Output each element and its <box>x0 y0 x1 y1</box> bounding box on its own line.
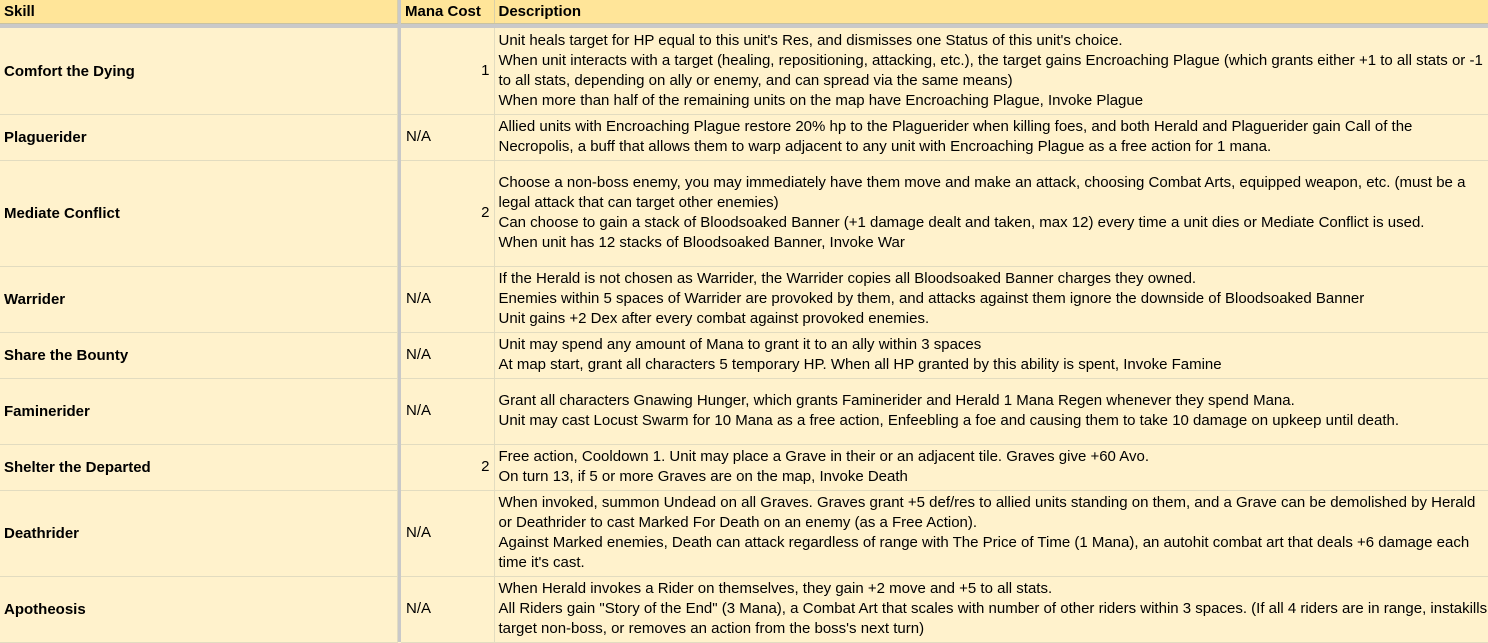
description-line: When more than half of the remaining units on the map have Encroaching Plague, Invoke Plague <box>499 91 1488 111</box>
description-line: Unit may cast Locust Swarm for 10 Mana as a free action, Enfeebling a foe and causing them to take 10 damage on upkeep until death. <box>499 411 1488 431</box>
description-line: Grant all characters Gnawing Hunger, which grants Faminerider and Herald 1 Mana Regen whenever they spend Mana. <box>499 391 1488 411</box>
table-row <box>0 490 1488 576</box>
description-line: Unit heals target for HP equal to this unit's Res, and dismisses one Status of this unit's choice. <box>499 31 1488 51</box>
skill-name-cell[interactable]: Share the Bounty <box>0 332 397 378</box>
description-line: When unit interacts with a target (healing, repositioning, attacking, etc.), the target gains Encroaching Plague (which grants either +1 to all stats or -1 to all stats, depending on ally or enemy, and can spread via the same means) <box>499 51 1488 91</box>
header-skill[interactable]: Skill <box>0 0 397 24</box>
skill-name-cell[interactable]: Apotheosis <box>0 576 397 642</box>
table-row <box>0 114 1488 160</box>
skill-name-cell[interactable]: Shelter the Departed <box>0 444 397 490</box>
mana-cost-cell[interactable]: 1 <box>401 28 494 114</box>
description-line: At map start, grant all characters 5 temporary HP. When all HP granted by this ability is spent, Invoke Famine <box>499 355 1488 375</box>
description-cell[interactable] <box>494 490 1488 576</box>
skill-name-cell[interactable]: Faminerider <box>0 378 397 444</box>
description-line: Free action, Cooldown 1. Unit may place a Grave in their or an adjacent tile. Graves give +60 Avo. <box>499 447 1488 467</box>
description-line: When Herald invokes a Rider on themselves, they gain +2 move and +5 to all stats. <box>499 579 1488 599</box>
table-row <box>0 28 1488 114</box>
table-row <box>0 266 1488 332</box>
skill-name-cell[interactable]: Comfort the Dying <box>0 28 397 114</box>
description-line: All Riders gain "Story of the End" (3 Mana), a Combat Art that scales with number of other riders within 3 spaces. (If all 4 riders are in range, instakills target non-boss, or removes an action from the boss's next turn) <box>499 599 1488 639</box>
description-cell[interactable] <box>494 444 1488 490</box>
mana-cost-cell[interactable]: 2 <box>401 160 494 266</box>
header-row <box>0 0 1488 24</box>
description-cell[interactable] <box>494 114 1488 160</box>
header-mana-cost[interactable]: Mana Cost <box>401 0 494 24</box>
description-line: On turn 13, if 5 or more Graves are on the map, Invoke Death <box>499 467 1488 487</box>
table-row <box>0 378 1488 444</box>
table-row <box>0 160 1488 266</box>
skill-name-cell[interactable]: Plaguerider <box>0 114 397 160</box>
mana-cost-cell[interactable]: 2 <box>401 444 494 490</box>
mana-cost-cell[interactable]: N/A <box>401 490 494 576</box>
table-row <box>0 576 1488 642</box>
description-line: Choose a non-boss enemy, you may immediately have them move and make an attack, choosing Combat Arts, equipped weapon, etc. (must be a legal attack that can target other enemies) <box>499 173 1488 213</box>
description-cell[interactable] <box>494 378 1488 444</box>
mana-cost-cell[interactable]: N/A <box>401 114 494 160</box>
table-row <box>0 332 1488 378</box>
table-row <box>0 444 1488 490</box>
mana-cost-cell[interactable]: N/A <box>401 332 494 378</box>
description-line: Can choose to gain a stack of Bloodsoaked Banner (+1 damage dealt and taken, max 12) every time a unit dies or Mediate Conflict is used. <box>499 213 1488 233</box>
table-body <box>0 28 1488 642</box>
description-line: When invoked, summon Undead on all Graves. Graves grant +5 def/res to allied units standing on them, and a Grave can be demolished by Herald or Deathrider to cast Marked For Death on an enemy (as a Free Action). <box>499 493 1488 533</box>
mana-cost-cell[interactable]: N/A <box>401 576 494 642</box>
skill-name-cell[interactable]: Warrider <box>0 266 397 332</box>
description-line: When unit has 12 stacks of Bloodsoaked Banner, Invoke War <box>499 233 1488 253</box>
description-line: Against Marked enemies, Death can attack regardless of range with The Price of Time (1 Mana), an autohit combat art that deals +6 damage each time it's cast. <box>499 533 1488 573</box>
description-line: Unit may spend any amount of Mana to grant it to an ally within 3 spaces <box>499 335 1488 355</box>
description-cell[interactable] <box>494 266 1488 332</box>
description-cell[interactable] <box>494 28 1488 114</box>
description-line: If the Herald is not chosen as Warrider, the Warrider copies all Bloodsoaked Banner charges they owned. <box>499 269 1488 289</box>
description-cell[interactable] <box>494 160 1488 266</box>
description-cell[interactable] <box>494 576 1488 642</box>
description-line: Enemies within 5 spaces of Warrider are provoked by them, and attacks against them ignore the downside of Bloodsoaked Banner <box>499 289 1488 309</box>
description-cell[interactable] <box>494 332 1488 378</box>
header-description[interactable]: Description <box>494 0 1488 24</box>
skill-name-cell[interactable]: Mediate Conflict <box>0 160 397 266</box>
skill-name-cell[interactable]: Deathrider <box>0 490 397 576</box>
mana-cost-cell[interactable]: N/A <box>401 378 494 444</box>
mana-cost-cell[interactable]: N/A <box>401 266 494 332</box>
description-line: Unit gains +2 Dex after every combat against provoked enemies. <box>499 309 1488 329</box>
description-line: Allied units with Encroaching Plague restore 20% hp to the Plaguerider when killing foes, and both Herald and Plaguerider gain Call of the Necropolis, a buff that allows them to warp adjacent to any unit with Encroaching Plague as a free action for 1 mana. <box>499 117 1488 157</box>
